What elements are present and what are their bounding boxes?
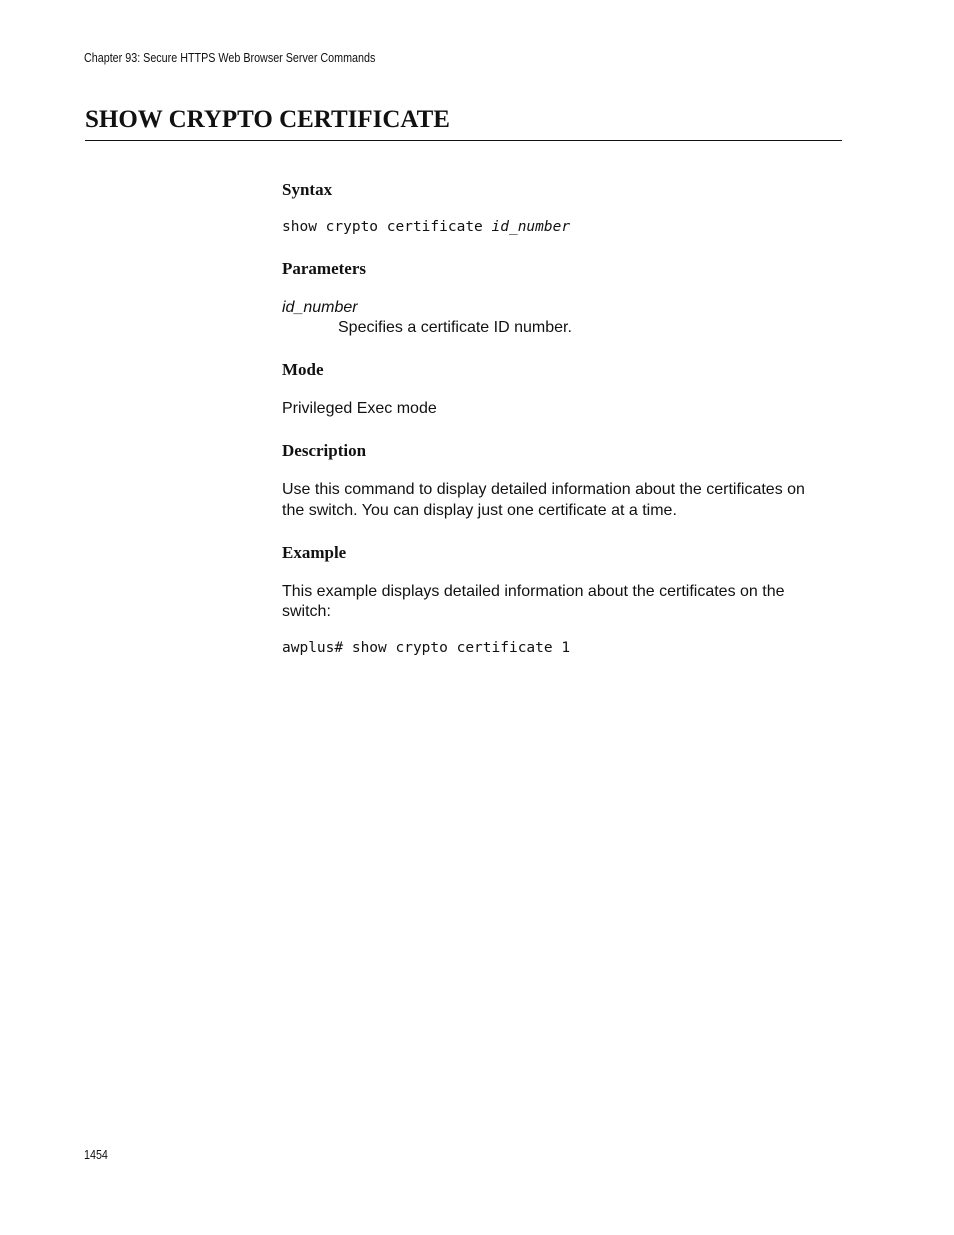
mode-heading: Mode (282, 360, 324, 379)
description-line-1: Use this command to display detailed information about the certificates on (282, 481, 805, 498)
example-heading: Example (282, 543, 347, 562)
syntax-heading: Syntax (282, 180, 333, 199)
description-line-2: the switch. You can display just one certificate at a time. (282, 502, 677, 519)
syntax-command (282, 217, 570, 237)
parameter-term: id_number (282, 299, 358, 316)
example-code: awplus# show crypto certificate 1 (282, 640, 571, 656)
running-header: Chapter 93: Secure HTTPS Web Browser Server Commands (84, 51, 376, 65)
syntax-argument: id_number (491, 219, 571, 235)
syntax-command-text: show crypto certificate (282, 219, 492, 235)
page-title: SHOW CRYPTO CERTIFICATE (85, 106, 450, 133)
example-line-2: switch: (282, 603, 331, 620)
example-line-1: This example displays detailed information about the certificates on the (282, 583, 785, 600)
parameters-heading: Parameters (282, 259, 367, 278)
description-heading: Description (282, 441, 367, 460)
parameter-definition: Specifies a certificate ID number. (338, 319, 572, 336)
page-number: 1454 (84, 1148, 108, 1162)
title-rule (85, 140, 842, 141)
mode-text: Privileged Exec mode (282, 400, 437, 417)
